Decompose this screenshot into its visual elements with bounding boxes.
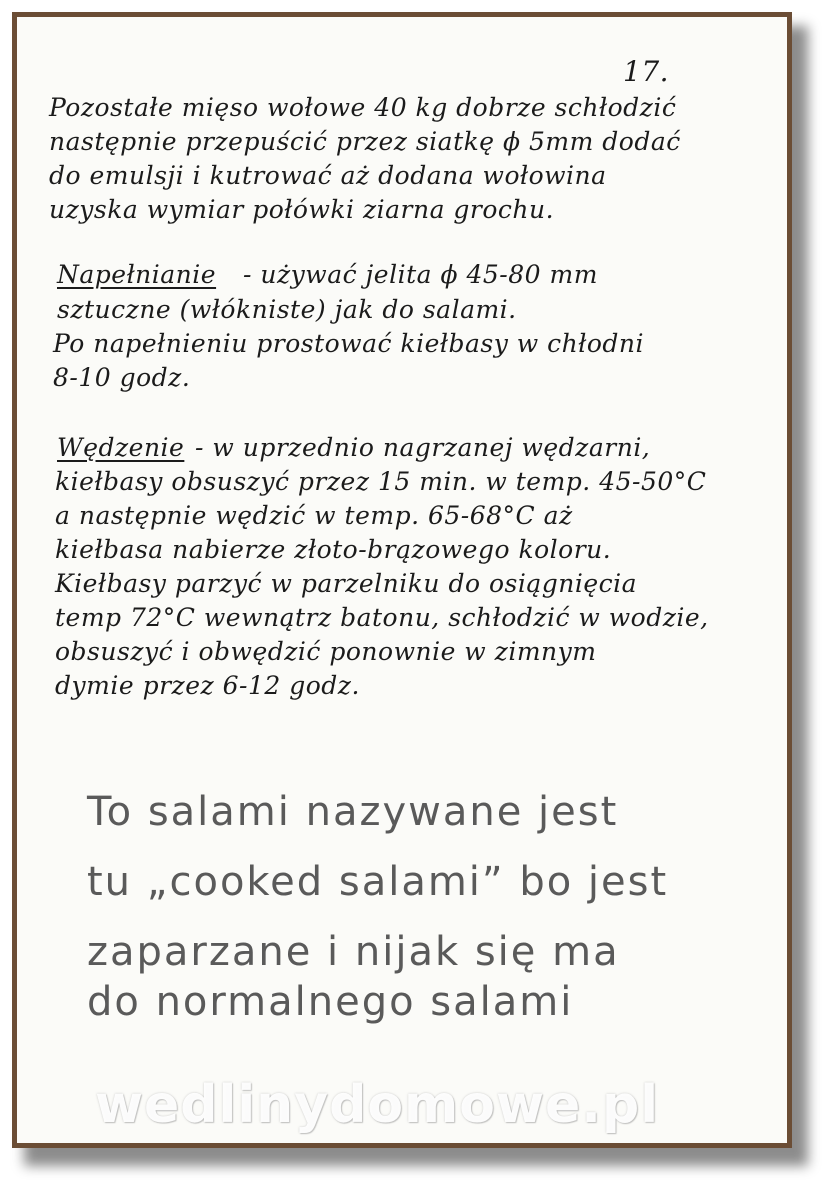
- note-line: zaparzane i nijak się ma: [87, 929, 620, 975]
- section-heading-stuffing: Napełnianie: [57, 260, 217, 289]
- page-number: 17.: [623, 55, 670, 88]
- text-line: Pozostałe mięso wołowe 40 kg dobrze schłodzić: [49, 93, 677, 122]
- text-line: 8-10 godz.: [53, 363, 191, 392]
- text-line: Po napełnieniu prostować kiełbasy w chłodni: [53, 329, 644, 358]
- text-line: - w uprzednio nagrzanej wędzarni,: [195, 433, 651, 462]
- note-line: do normalnego salami: [87, 979, 574, 1025]
- text-line: następnie przepuścić przez siatkę ϕ 5mm dodać: [49, 127, 681, 156]
- section-heading-smoking: Wędzenie: [57, 433, 185, 462]
- text-line: uzyska wymiar połówki ziarna grochu.: [49, 195, 555, 224]
- handwritten-page: [12, 12, 792, 1148]
- text-line: do emulsji i kutrować aż dodana wołowina: [49, 161, 607, 190]
- text-line: sztuczne (włókniste) jak do salami.: [57, 295, 517, 324]
- text-line: - używać jelita ϕ 45-80 mm: [243, 260, 598, 289]
- text-line: Kiełbasy parzyć w parzelniku do osiągnięcia: [55, 569, 638, 598]
- text-line: kiełbasy obsuszyć przez 15 min. w temp. 45-50°C: [55, 467, 707, 496]
- text-line: dymie przez 6-12 godz.: [55, 671, 360, 700]
- text-line: temp 72°C wewnątrz batonu, schłodzić w wodzie,: [55, 603, 709, 632]
- text-line: kiełbasa nabierze złoto-brązowego koloru.: [55, 535, 612, 564]
- text-line: a następnie wędzić w temp. 65-68°C aż: [55, 501, 573, 530]
- note-line: To salami nazywane jest: [87, 789, 619, 835]
- note-line: tu „cooked salami” bo jest: [87, 859, 669, 905]
- text-line: obsuszyć i obwędzić ponownie w zimnym: [55, 637, 597, 666]
- watermark: wedlinydomowe.pl: [95, 1075, 660, 1135]
